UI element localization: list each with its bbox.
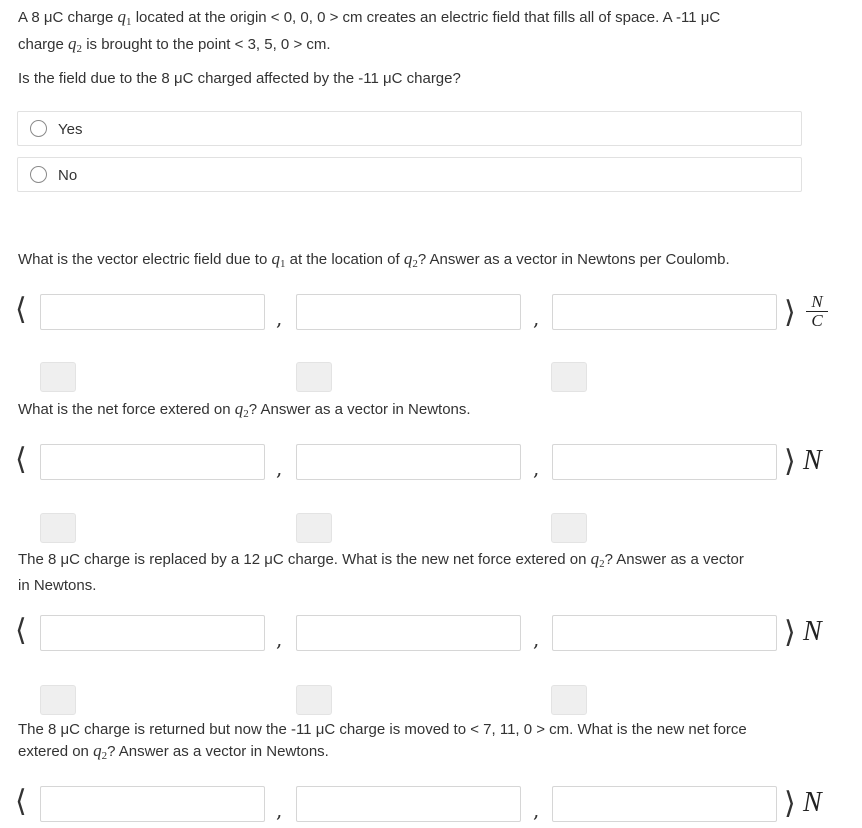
vector-close-bracket: ⟩: [784, 786, 796, 821]
radio-yes[interactable]: [30, 120, 47, 137]
question-3-prompt: What is the net force extered on $q_2$? Answer as a vector in Newtons.: [18, 399, 471, 420]
question-2-prompt: What is the vector electric field due to $q_1$ at the location of $q_2$? Answer as a vector in Newtons per Coulomb.: [18, 249, 730, 270]
vector-comma: ,: [276, 627, 283, 651]
check-button-x[interactable]: [40, 685, 76, 715]
intro-text: is brought to the point < 3, 5, 0 > cm.: [82, 36, 331, 53]
radio-no[interactable]: [30, 166, 47, 183]
check-button-z[interactable]: [551, 362, 587, 392]
vector-close-bracket: ⟩: [784, 444, 796, 479]
check-button-x[interactable]: [40, 513, 76, 543]
intro-line-1: [18, 6, 808, 33]
vector-comma: ,: [276, 798, 283, 822]
question-1-prompt: Is the field due to the 8 μC charged affected by the -11 μC charge?: [18, 70, 461, 87]
option-yes-label: Yes: [58, 121, 83, 138]
option-yes[interactable]: [17, 111, 802, 146]
vector-comma: ,: [533, 306, 540, 330]
efield-z-input[interactable]: [552, 294, 777, 330]
force-z-input[interactable]: [552, 444, 777, 480]
q1-symbol: $q_1$: [271, 249, 286, 270]
vector-comma: ,: [533, 456, 540, 480]
vector-comma: ,: [276, 306, 283, 330]
new-force-x-input[interactable]: [40, 615, 265, 651]
q2-symbol: $q_2$: [590, 549, 605, 570]
efield-x-input[interactable]: [40, 294, 265, 330]
intro-text: A 8 μC charge: [18, 9, 118, 26]
moved-force-x-input[interactable]: [40, 786, 265, 822]
question-4-prompt: The 8 μC charge is replaced by a 12 μC charge. What is the new net force extered on $q_2$? Answer as a vector in Newtons.: [18, 549, 744, 594]
new-force-z-input[interactable]: [552, 615, 777, 651]
intro-line-2: [18, 33, 808, 60]
intro-text: located at the origin < 0, 0, 0 > cm creates an electric field that fills all of space. A -11 μC: [131, 9, 721, 26]
option-no[interactable]: [17, 157, 802, 192]
unit-newtons: N: [803, 616, 822, 647]
unit-newtons-per-coulomb: [806, 294, 828, 329]
vector-open-bracket: ⟨: [15, 292, 27, 327]
question-5-prompt: The 8 μC charge is returned but now the -11 μC charge is moved to < 7, 11, 0 > cm. What is the new net force extered on $q_2$? Answer as a vector in Newtons.: [18, 721, 747, 762]
intro-text: charge: [18, 36, 69, 53]
check-button-z[interactable]: [551, 685, 587, 715]
check-button-y[interactable]: [296, 685, 332, 715]
unit-newtons: N: [803, 445, 822, 476]
unit-newtons: N: [803, 787, 822, 818]
vector-comma: ,: [533, 798, 540, 822]
force-y-input[interactable]: [296, 444, 521, 480]
q2-symbol: $q_2$: [93, 741, 108, 762]
check-button-y[interactable]: [296, 513, 332, 543]
vector-open-bracket: ⟨: [15, 784, 27, 819]
check-button-y[interactable]: [296, 362, 332, 392]
vector-close-bracket: ⟩: [784, 295, 796, 330]
vector-open-bracket: ⟨: [15, 442, 27, 477]
vector-close-bracket: ⟩: [784, 615, 796, 650]
check-button-x[interactable]: [40, 362, 76, 392]
unit-denominator: C: [811, 311, 823, 330]
efield-y-input[interactable]: [296, 294, 521, 330]
q1-symbol: $q_1$: [117, 7, 132, 28]
moved-force-y-input[interactable]: [296, 786, 521, 822]
moved-force-z-input[interactable]: [552, 786, 777, 822]
vector-comma: ,: [533, 627, 540, 651]
q2-symbol: $q_2$: [403, 249, 418, 270]
option-no-label: No: [58, 167, 78, 184]
unit-numerator: N: [811, 292, 823, 311]
problem-statement: [18, 6, 808, 60]
vector-open-bracket: ⟨: [15, 613, 27, 648]
vector-comma: ,: [276, 456, 283, 480]
force-x-input[interactable]: [40, 444, 265, 480]
q2-symbol: $q_2$: [234, 399, 249, 420]
check-button-z[interactable]: [551, 513, 587, 543]
q2-symbol: $q_2$: [68, 34, 83, 55]
new-force-y-input[interactable]: [296, 615, 521, 651]
